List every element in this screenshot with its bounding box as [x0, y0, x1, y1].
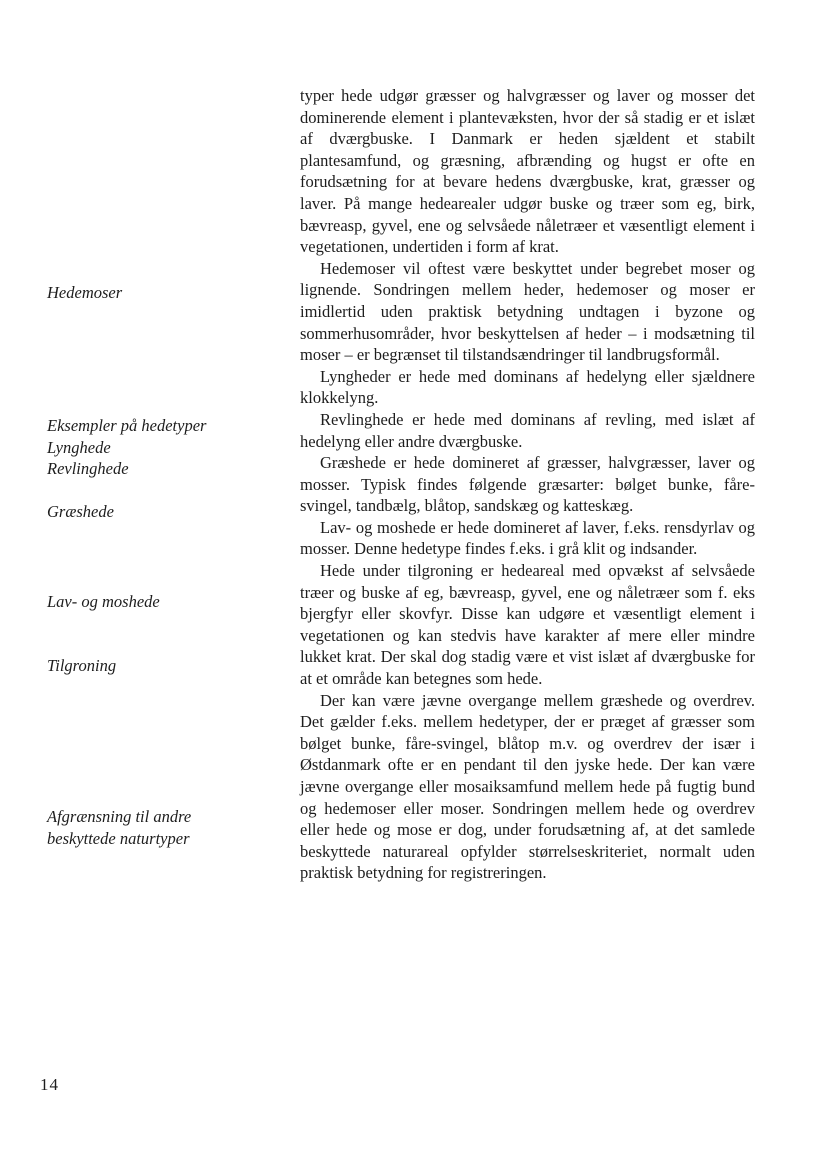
margin-heading-line: Tilgroning	[47, 656, 117, 675]
paragraph-graeshede: Græshede er hede domineret af græsser, halvgræsser, laver og mosser. Typisk findes følgende græsarter: bølget bunke, fåre-svingel, tandbælg, blåtop, sandskæg og katteskæg.	[300, 453, 755, 516]
margin-heading-line: Revlinghede	[47, 459, 129, 479]
paragraph-lav-moshede: Lav- og moshede er hede domineret af laver, f.eks. rensdyrlav og mosser. Denne hedetype findes f.eks. i grå klit og indsander.	[300, 517, 755, 559]
margin-heading-examples	[47, 415, 257, 480]
margin-heading-line: Hedemoser	[47, 283, 123, 302]
margin-heading-line: beskyttede naturtyper	[47, 828, 190, 848]
paragraph-lynghede: Lyngheder er hede med dominans af hedelyng eller sjældnere klokkelyng.	[300, 366, 755, 408]
paragraph-revlinghede: Revlinghede er hede med dominans af revling, med islæt af hedelyng eller andre dværgbuske.	[300, 409, 755, 451]
margin-heading-lav-moshede	[47, 591, 257, 613]
margin-heading-line: Eksempler på hedetyper	[47, 416, 207, 435]
paragraph-hedemoser: Hedemoser vil oftest være beskyttet under begrebet moser og lignende. Sondringen mellem heder, hedemoser og moser er imidlertid uden praktisk betydning undtagen i byzone og sommerhusområder, hvor beskyttelsen af heder – i modsætning til moser – er begrænset til tilstandsændringer til landbrugsformål.	[300, 258, 755, 365]
margin-heading-line: Lynghede	[47, 437, 111, 457]
margin-heading-afgraensning	[47, 806, 257, 849]
margin-heading-graeshede	[47, 501, 257, 523]
margin-heading-tilgroning	[47, 655, 257, 677]
margin-heading-hedemoser	[47, 282, 257, 304]
margin-heading-line: Græshede	[47, 502, 114, 521]
paragraph-tilgroning: Hede under tilgroning er hedeareal med opvækst af selvsåede træer og buske af eg, bævreasp, gyvel, ene og nåletræer som f. eks bjergfyr eller skovfyr. Disse kan udgøre et væsentligt element i vegetationen og kan stedvis have karakter af mere eller mindre lukket krat. Der skal dog stadig være et vist islæt af dværgbuske for at et område kan betegnes som hede.	[300, 561, 755, 689]
paragraph-heath-types: typer hede udgør græsser og halvgræsser og laver og mosser det dominerende element i plantevæksten, hvor der så stadig er et islæt af dværgbuske. I Danmark er heden sjældent et stabilt plantesamfund, og græsning, afbrænding og hugst er ofte en forudsætning for at bevare hedens dværgbuske, krat, græsser og laver. På mange hedearealer udgør buske og træer som eg, birk, bævreasp, gyvel, ene og selvsåede nåletræer et væsentligt element i vegetationen, undertiden i form af krat.	[300, 86, 755, 257]
paragraph-afgraensning: Der kan være jævne overgange mellem græshede og overdrev. Det gælder f.eks. mellem hedetyper, der er præget af græsser som bølget bunke, fåre-svingel, blåtop m.v. og overdrev der især i Østdanmark ofte er en pendant til den jyske hede. Der kan være jævne overgange eller mosaiksamfund mellem hede på fugtig bund og hedemoser eller moser. Sondringen mellem hede og overdrev eller hede og mose er dog, under forudsætning af, at det samlede beskyttede naturareal opfylder størrelseskriteriet, normalt uden praktisk betydning for registreringen.	[300, 690, 755, 883]
page-number: 14	[40, 1075, 59, 1094]
margin-heading-line: Lav- og moshede	[47, 592, 160, 611]
margin-heading-line: Afgrænsning til andre	[47, 807, 192, 826]
body-text-column	[300, 85, 755, 884]
